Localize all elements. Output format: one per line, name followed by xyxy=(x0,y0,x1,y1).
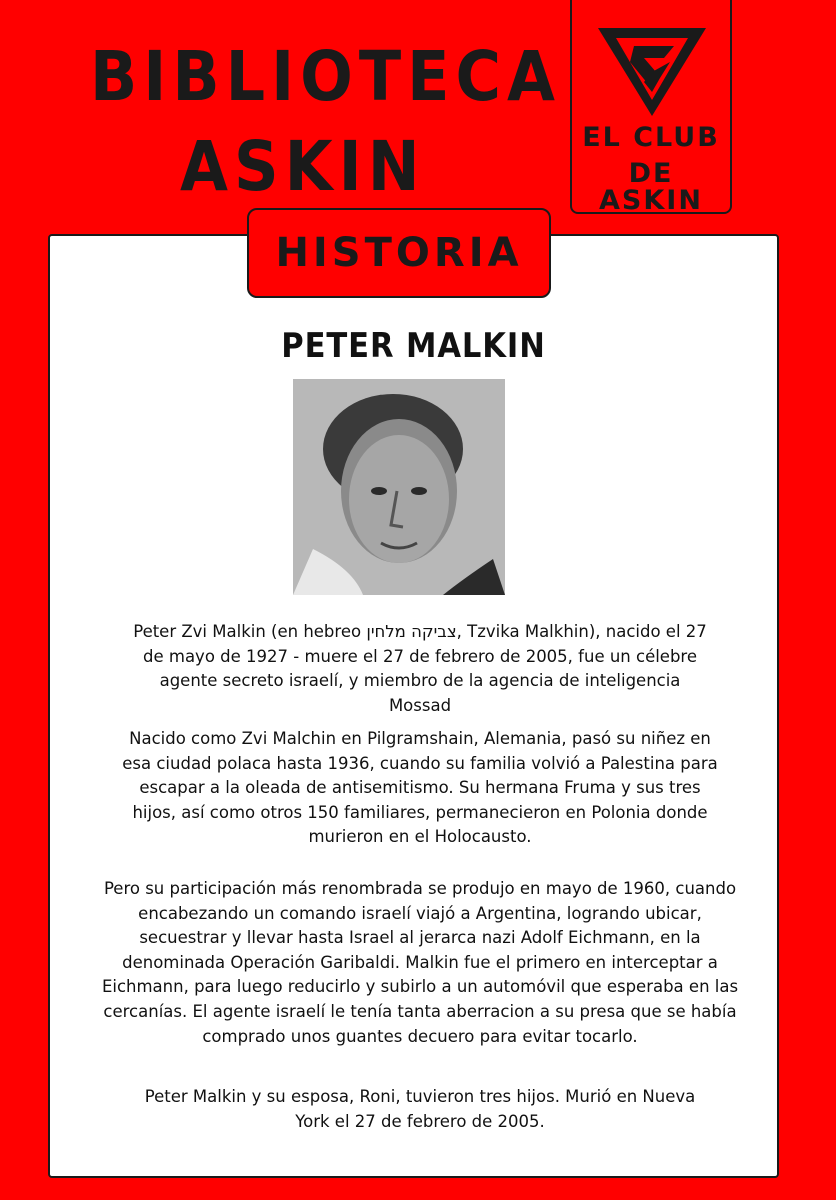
triangle-s-logo-icon xyxy=(594,22,710,120)
section-label: HISTORIA xyxy=(275,230,523,276)
club-badge xyxy=(570,0,732,214)
library-title-line-2: ASKIN xyxy=(180,126,426,207)
article-title: PETER MALKIN xyxy=(281,326,546,366)
club-badge-line-1: EL CLUB xyxy=(582,122,720,153)
article-paragraph-2: Nacido como Zvi Malchin en Pilgramshain, Alemania, pasó su niñez en esa ciudad polaca hasta 1936, cuando su familia volvió a Palestina para escapar a la oleada de antisemitismo. Su hermana Fruma y sus tres hijos, así como otros 150 familiares, permanecieron en Polonia donde murieron en el Holocausto. xyxy=(122,729,718,847)
portrait-illustration xyxy=(293,379,505,595)
club-badge-line-2: DE ASKIN xyxy=(599,158,703,216)
library-title-line-1: BIBLIOTECA xyxy=(90,36,561,117)
section-tab xyxy=(247,208,551,298)
article-paragraph-1: Peter Zvi Malkin (en hebreo צביקה מלחין, Tzvika Malkhin), nacido el 27 de mayo de 1927 - muere el 27 de febrero de 2005, fue un célebre agente secreto israelí, y miembro de la agencia de inteligencia Mossad xyxy=(133,622,707,715)
article-paragraph-4: Peter Malkin y su esposa, Roni, tuvieron tres hijos. Murió en Nueva York el 27 de febrero de 2005. xyxy=(144,1087,696,1131)
article-paragraph-3: Pero su participación más renombrada se produjo en mayo de 1960, cuando encabezando un comando israelí viajó a Argentina, logrando ubicar, secuestrar y llevar hasta Israel al jerarca nazi Adolf Eichmann, en la denominada Operación Garibaldi. Malkin fue el primero en interceptar a Eichmann, para luego reducirlo y subirlo a un automóvil que esperaba en las cercanías. El agente israelí le tenía tanta aberracion a su presa que se había comprado unos guantes decuero para evitar tocarlo. xyxy=(101,879,739,1046)
portrait-photo xyxy=(293,379,505,595)
